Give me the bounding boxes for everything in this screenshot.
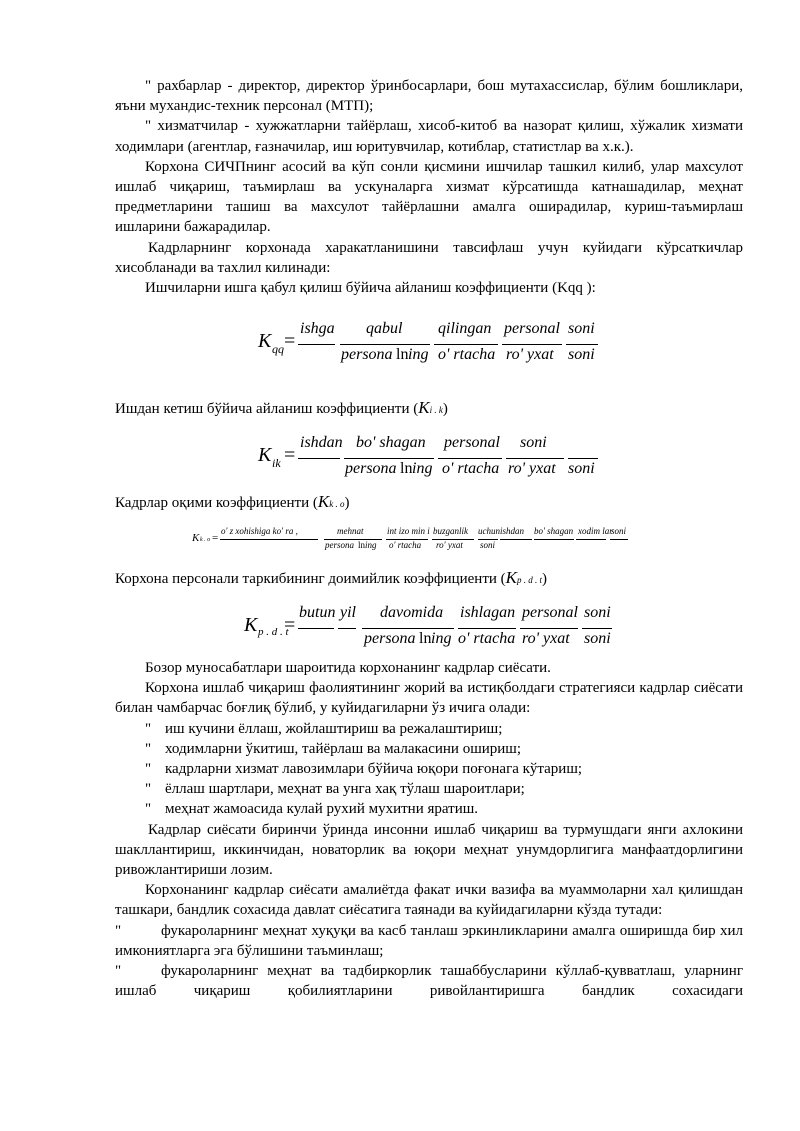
formula-denominator: soni xyxy=(568,346,595,363)
formula-numerator: soni xyxy=(568,320,595,337)
formula-numerator: xodim lar xyxy=(578,526,613,536)
formula-numerator: bo' shagan xyxy=(356,434,426,451)
paragraph-policy-goals: Кадрлар сиёсати биринчи ўринда инсонни ишлаб чиқариш ва турмушдаги янги ахлокини шакллантириш, иккинчидан, новаторлик ва юқори меҳнат унумдорлигига манфаатдорлигини ривожлантириши лозим. xyxy=(115,821,743,879)
list-item-text: ходимларни ўкитиш, тайёрлаш ва малакасини ошириш; xyxy=(165,740,522,757)
formula-denominator: ro' yxat xyxy=(506,346,554,363)
list-item-text: иш кучини ёллаш, жойлаштириш ва режалаштириш; xyxy=(165,720,503,737)
formula-numerator: soni xyxy=(584,604,611,621)
heading-kpdt-subscript: p . d . t xyxy=(517,575,543,585)
bullet-mark: " xyxy=(145,781,152,798)
paragraph-workers: Корхона СИЧПнинг асосий ва кўп сонли қисмини ишчилар ташкил килиб, улар махсулот ишлаб чиқариш, таъмирлаш ва ускуналарга хизмат кўрсатишда катнашадилар, меҳнат предметларини ташиш ва махсулот тайёрлашни амалга оширадилар, куриш-таъмирлаш ишларини бажарадилар. xyxy=(115,158,743,236)
list-item xyxy=(115,759,743,779)
formula-denominator: persona xyxy=(364,630,416,647)
paragraph-indicators: Кадрларнинг корхонада харакатланишини тавсифлаш учун куйидаги кўрсаткичлар хисобланади ва тахлил килинади: xyxy=(115,239,743,276)
heading-kko-symbol: K xyxy=(317,492,330,511)
paragraph-citizen-initiative xyxy=(115,961,743,1001)
formula-denominator: ro' yxat xyxy=(508,460,556,477)
paragraph-kqq-heading: Ишчиларни ишга қабул қилиш бўйича айланиш коэффициенти (Kqq ): xyxy=(145,280,596,297)
formula-denominator: soni xyxy=(568,460,595,477)
list-item-text: кадрларни хизмат лавозимлари бўйича юқори поғонага кўтариш; xyxy=(165,761,583,778)
fraction-bar xyxy=(500,539,532,540)
formula-lhs-subscript: p . d . t xyxy=(258,626,289,638)
paragraph-employees: " хизматчилар - хужжатларни тайёрлаш, хисоб-китоб ва назорат қилиш, хўжалик хизмати ходимлари (агентлар, ғазначилар, иш юритувчилар, котиблар, статистлар ва х.к.). xyxy=(115,118,743,155)
paragraph-managers: " рахбарлар - директор, директор ўринбосарлари, бош мутахассислар, бўлим бошликлари, яъни мухандис-техник персонал (МТП); xyxy=(115,78,743,115)
heading-kko-subscript: k . o xyxy=(329,499,345,509)
formula-kko xyxy=(192,526,662,556)
formula-numerator: ishlagan xyxy=(460,604,516,621)
heading-kpdt-symbol: K xyxy=(505,568,518,587)
fraction-bar xyxy=(340,344,430,345)
list-item-text: меҳнат жамоасида кулай рухий мухитни яратиш. xyxy=(165,801,479,818)
paragraph-policy-intro: Корхона ишлаб чиқариш фаолиятининг жорий ва истиқболдаги стратегияси кадрлар сиёсати билан чамбарчас боғлиқ бўлиб, у куйидагиларни ўз ичига олади: xyxy=(115,680,743,717)
bullet-mark: " xyxy=(145,720,152,737)
formula-equals: = xyxy=(284,614,296,636)
formula-denominator: persona xyxy=(341,346,393,363)
formula-numerator: int izo min i xyxy=(387,526,430,536)
fraction-bar xyxy=(338,628,356,629)
formula-numerator: uchun xyxy=(478,526,500,536)
fraction-bar xyxy=(576,539,606,540)
fraction-bar xyxy=(344,458,434,459)
fraction-bar xyxy=(534,539,574,540)
formula-denominator: ing xyxy=(412,460,433,477)
formula-numerator: butun xyxy=(299,604,336,621)
formula-numerator: qabul xyxy=(366,320,403,337)
heading-kpdt-text: Корхона персонали таркибининг доимийлик коэффициенти ( xyxy=(115,571,506,587)
fraction-bar xyxy=(438,458,502,459)
heading-kik-close: ) xyxy=(442,401,448,417)
fraction-bar xyxy=(582,628,612,629)
formula-numerator: davomida xyxy=(380,604,444,621)
heading-kik xyxy=(115,398,448,420)
formula-denominator: ro' yxat xyxy=(436,540,463,550)
text-block-top xyxy=(115,76,743,298)
fraction-bar xyxy=(458,628,516,629)
formula-denominator: soni xyxy=(480,540,496,550)
bullet-mark: " xyxy=(145,761,152,778)
formula-kpdt xyxy=(244,602,614,652)
formula-denominator: ing xyxy=(408,346,429,363)
fraction-bar xyxy=(568,458,598,459)
formula-lhs-subscript: k . o xyxy=(200,537,211,543)
list-item xyxy=(115,739,743,759)
text-block-bottom xyxy=(115,658,743,1001)
bullet-mark: " xyxy=(115,922,122,939)
formula-numerator: personal xyxy=(522,604,578,621)
heading-kpdt xyxy=(115,568,547,590)
formula-denominator: o' rtacha xyxy=(442,460,500,477)
formula-lhs: K xyxy=(258,444,272,466)
formula-numerator: yil xyxy=(340,604,356,621)
formula-denominator: o' rtacha xyxy=(389,540,422,550)
policy-bullet-list xyxy=(115,719,743,820)
fraction-bar xyxy=(298,344,335,345)
list-item xyxy=(115,719,743,739)
fraction-bar xyxy=(362,628,454,629)
heading-kko-text: Кадрлар оқими коэффициенти ( xyxy=(115,495,318,511)
formula-denominator: ln xyxy=(400,460,413,477)
heading-kko xyxy=(115,492,349,514)
formula-denominator: ing xyxy=(365,540,377,550)
formula-kqq xyxy=(258,318,608,368)
heading-kko-close: ) xyxy=(344,495,350,511)
formula-denominator: ln xyxy=(419,630,432,647)
formula-equals: = xyxy=(212,532,219,544)
formula-numerator: ishdan xyxy=(500,526,525,536)
heading-kik-subscript: i . k xyxy=(429,405,443,415)
list-item xyxy=(115,799,743,819)
formula-denominator: persona xyxy=(345,460,397,477)
heading-kpdt-close: ) xyxy=(542,571,548,587)
bullet-mark: " xyxy=(145,801,152,818)
formula-denominator: ing xyxy=(431,630,452,647)
list-item-text: ёллаш шартлари, меҳнат ва унга хақ тўлаш шароитлари; xyxy=(165,781,525,798)
paragraph-citizen-initiative-text: фукароларнинг меҳнат ва тадбиркорлик ташаббусларини кўллаб-қувватлаш, уларнинг ишлаб чиқариш қобилиятларини ривойлантиришга бандлик сохасидаги xyxy=(115,963,743,1000)
formula-lhs: K xyxy=(244,614,258,636)
formula-equals: = xyxy=(284,330,296,352)
formula-numerator: ishga xyxy=(300,320,335,337)
heading-kik-symbol: K xyxy=(418,398,430,417)
list-item xyxy=(115,779,743,799)
fraction-bar xyxy=(298,628,334,629)
fraction-bar xyxy=(610,539,628,540)
formula-numerator: mehnat xyxy=(337,526,364,536)
paragraph-citizen-rights xyxy=(115,921,743,961)
bullet-mark: " xyxy=(115,963,122,980)
fraction-bar xyxy=(502,344,562,345)
fraction-bar xyxy=(298,458,340,459)
paragraph-employment-policy: Корхонанинг кадрлар сиёсати амалиётда факат ички вазифа ва муаммоларни хал қилишдан ташкари, бандлик сохасида давлат сиёсатига таянади ва куйидагиларни кўзда тутади: xyxy=(115,882,743,919)
formula-denominator: ro' yxat xyxy=(522,630,570,647)
fraction-bar xyxy=(506,458,564,459)
formula-numerator: qilingan xyxy=(438,320,492,337)
heading-kik-text: Ишдан кетиш бўйича айланиш коэффициенти ( xyxy=(115,401,419,417)
formula-numerator: personal xyxy=(444,434,500,451)
formula-lhs: K xyxy=(258,330,272,352)
formula-lhs: K xyxy=(192,532,200,544)
formula-denominator: soni xyxy=(584,630,611,647)
bullet-mark: " xyxy=(145,740,152,757)
fraction-bar xyxy=(520,628,578,629)
fraction-bar xyxy=(220,539,318,540)
paragraph-citizen-rights-text: фукароларнинг меҳнат хуқуқи ва касб танлаш эркинликларини амалга оширишда бир хил имкониятларга эга бўлишини таъминлаш; xyxy=(115,922,743,959)
fraction-bar xyxy=(566,344,598,345)
formula-numerator: soni xyxy=(520,434,547,451)
formula-kik xyxy=(258,432,608,482)
formula-numerator: buzganlik xyxy=(433,526,468,536)
formula-denominator: o' rtacha xyxy=(438,346,496,363)
formula-numerator: ishdan xyxy=(300,434,343,451)
formula-lhs-subscript: ik xyxy=(272,456,281,470)
formula-numerator: bo' shagan xyxy=(534,526,574,536)
formula-numerator: personal xyxy=(504,320,560,337)
formula-equals: = xyxy=(284,444,296,466)
formula-numerator: soni xyxy=(611,526,627,536)
fraction-bar xyxy=(434,344,498,345)
formula-denominator: ln xyxy=(358,540,366,550)
formula-denominator: persona xyxy=(325,540,354,550)
formula-lhs-subscript: qq xyxy=(272,342,284,356)
paragraph-policy-title: Бозор муносабатлари шароитида корхонанинг кадрлар сиёсати. xyxy=(145,660,551,676)
formula-denominator: ln xyxy=(396,346,409,363)
formula-denominator: o' rtacha xyxy=(458,630,516,647)
formula-numerator: o' z xohishiga ko' ra , xyxy=(221,526,298,536)
